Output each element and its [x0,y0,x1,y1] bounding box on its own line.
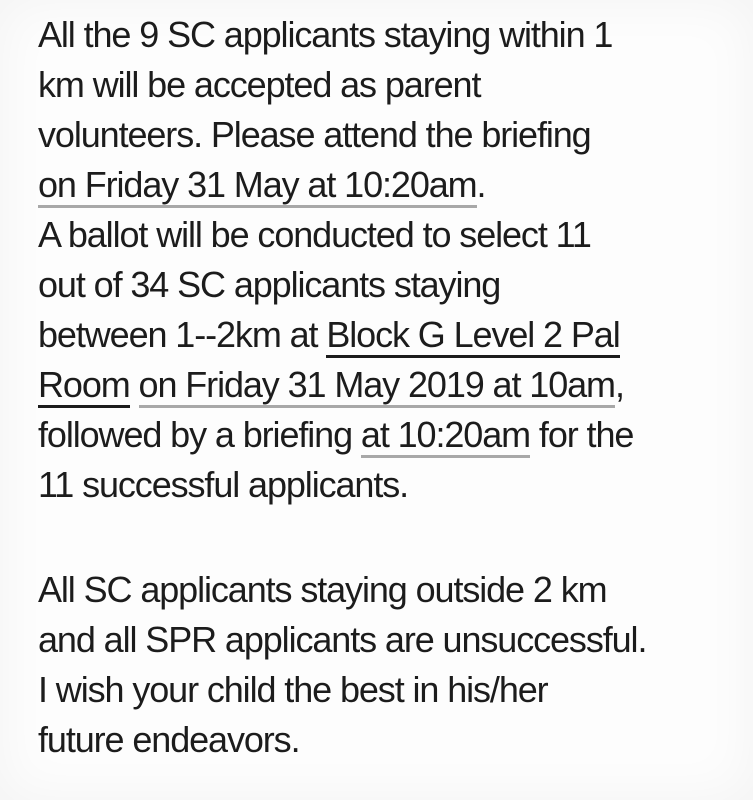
text-line [38,615,727,665]
location-link[interactable]: Room [38,364,130,408]
text-segment: All the 9 SC applicants staying within 1 [38,14,613,55]
message-text [38,10,727,765]
text-line [38,460,727,510]
text-segment: out of 34 SC applicants staying [38,264,501,305]
text-segment: . [476,164,486,205]
text-line [38,565,727,615]
date-link[interactable]: on Friday 31 May at 10:20am [38,164,477,208]
text-segment: future endeavors. [38,719,300,760]
text-segment: 11 successful applicants. [38,464,409,505]
text-line [38,60,727,110]
location-link[interactable]: Block G Level 2 Pal [326,314,619,358]
date-link[interactable]: on Friday 31 May 2019 at 10am [139,364,615,408]
text-line [38,160,727,210]
text-line [38,310,727,360]
text-segment: between 1--2km at [38,314,327,355]
text-line [38,715,727,765]
text-line [38,665,727,715]
text-segment: , [614,364,624,405]
date-link[interactable]: at 10:20am [361,414,530,458]
blank-line [38,510,727,565]
text-line [38,10,727,60]
text-segment [130,364,139,405]
text-line [38,260,727,310]
text-segment: for the [530,414,634,455]
text-segment: All SC applicants staying outside 2 km [38,569,607,610]
text-line [38,110,727,160]
text-segment: I wish your child the best in his/her [38,669,548,710]
text-line [38,210,727,260]
text-segment: km will be accepted as parent [38,64,481,105]
text-segment: followed by a briefing [38,414,361,455]
text-line [38,360,727,410]
text-segment: A ballot will be conducted to select 11 [38,214,591,255]
text-segment: and all SPR applicants are unsuccessful. [38,619,647,660]
text-segment: volunteers. Please attend the briefing [38,114,591,155]
text-line [38,410,727,460]
